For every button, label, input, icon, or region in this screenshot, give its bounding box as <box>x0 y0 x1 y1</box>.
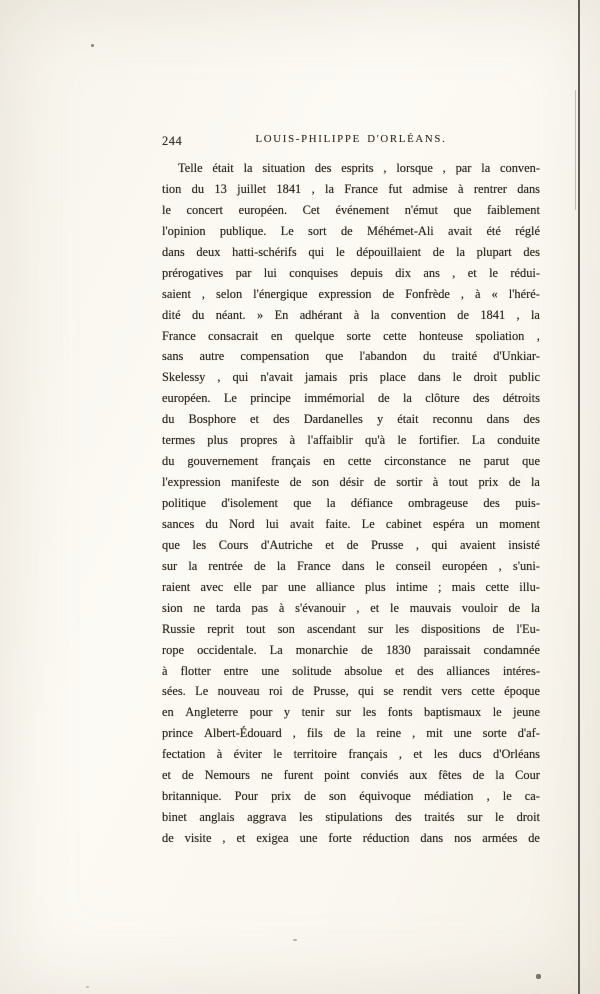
text-line: le concert européen. Cet événement n'émut que faiblement <box>162 202 540 217</box>
text-line: saient , selon l'énergique expression de Fonfrède , à « l'héré- <box>162 286 540 301</box>
text-line: sées. Le nouveau roi de Prusse, qui se rendit vers cette époque <box>162 684 540 699</box>
text-line: termes plus propres à l'affaiblir qu'à le fortifier. La conduite <box>162 433 540 448</box>
text-line: prince Albert-Édouard , fils de la reine , mit une sorte d'af- <box>162 726 540 741</box>
text-line: politique d'isolement que la défiance ombrageuse des puis- <box>162 496 540 510</box>
scan-edge-line <box>578 0 580 994</box>
text-line: l'opinion publique. Le sort de Méhémet-Ali avait été réglé <box>162 223 540 238</box>
body-text <box>162 161 540 852</box>
scan-speck <box>536 974 541 979</box>
text-line: et de Nemours ne furent point conviés aux fêtes de la Cour <box>162 768 540 783</box>
text-line: du Bosphore et des Dardanelles y était reconnu dans des <box>162 412 540 427</box>
text-line: dité du néant. » En adhérant à la convention de 1841 , la <box>162 307 540 322</box>
text-line: rope occidentale. La monarchie de 1830 paraissait condamnée <box>162 642 540 657</box>
text-line: sances du Nord lui avait faite. Le cabinet espéra un moment <box>162 516 540 531</box>
text-line: prérogatives par lui conquises depuis dix ans , et le rédui- <box>162 265 540 280</box>
text-line: de visite , et exigea une forte réduction dans nos armées de <box>162 831 540 845</box>
text-line: sur la rentrée de la France dans le conseil européen , s'uni- <box>162 558 540 573</box>
running-title: LOUIS-PHILIPPE D'ORLÉANS. <box>255 133 447 145</box>
text-line: britannique. Pour prix de son équivoque médiation , le ca- <box>162 789 540 804</box>
text-line: du gouvernement français en cette circonstance ne parut que <box>162 454 540 469</box>
text-line: Russie reprit tout son ascendant sur les dispositions de l'Eu- <box>162 621 540 636</box>
text-line: Telle était la situation des esprits , lorsque , par la conven- <box>178 161 540 175</box>
text-line: à flotter entre une solitude absolue et des alliances intéres- <box>162 663 540 678</box>
scan-speck <box>293 939 297 941</box>
text-line: binet anglais aggrava les stipulations des traités sur le droit <box>162 810 540 825</box>
text-line: tion du 13 juillet 1841 , la France fut admise à rentrer dans <box>162 181 540 196</box>
text-line: en Angleterre pour y tenir sur les fonts baptismaux le jeune <box>162 705 540 720</box>
text-line: fectation à éviter le territoire français , et les ducs d'Orléans <box>162 747 540 762</box>
text-line: Skelessy , qui n'avait jamais pris place dans le droit public <box>162 370 540 385</box>
text-line: raient avec elle par une alliance plus intime ; mais cette illu- <box>162 579 540 594</box>
scan-speck <box>86 986 89 988</box>
text-line: sion ne tarda pas à s'évanouir , et le mauvais vouloir de la <box>162 600 540 615</box>
text-line: France consacrait en quelque sorte cette honteuse spoliation , <box>162 328 540 343</box>
text-line: que les Cours d'Autriche et de Prusse , qui avaient insisté <box>162 537 540 552</box>
page-number: 244 <box>162 134 183 148</box>
scan-speck <box>91 44 94 47</box>
text-line: l'expression manifeste de son désir de sortir à tout prix de la <box>162 475 540 490</box>
page-header <box>162 133 540 151</box>
text-line: européen. Le principe immémorial de la clôture des détroits <box>162 391 540 406</box>
text-line: sans autre compensation que l'abandon du traité d'Unkiar- <box>162 349 540 364</box>
text-line: dans deux hatti-schérifs qui le dépouillaient de la plupart des <box>162 244 540 259</box>
